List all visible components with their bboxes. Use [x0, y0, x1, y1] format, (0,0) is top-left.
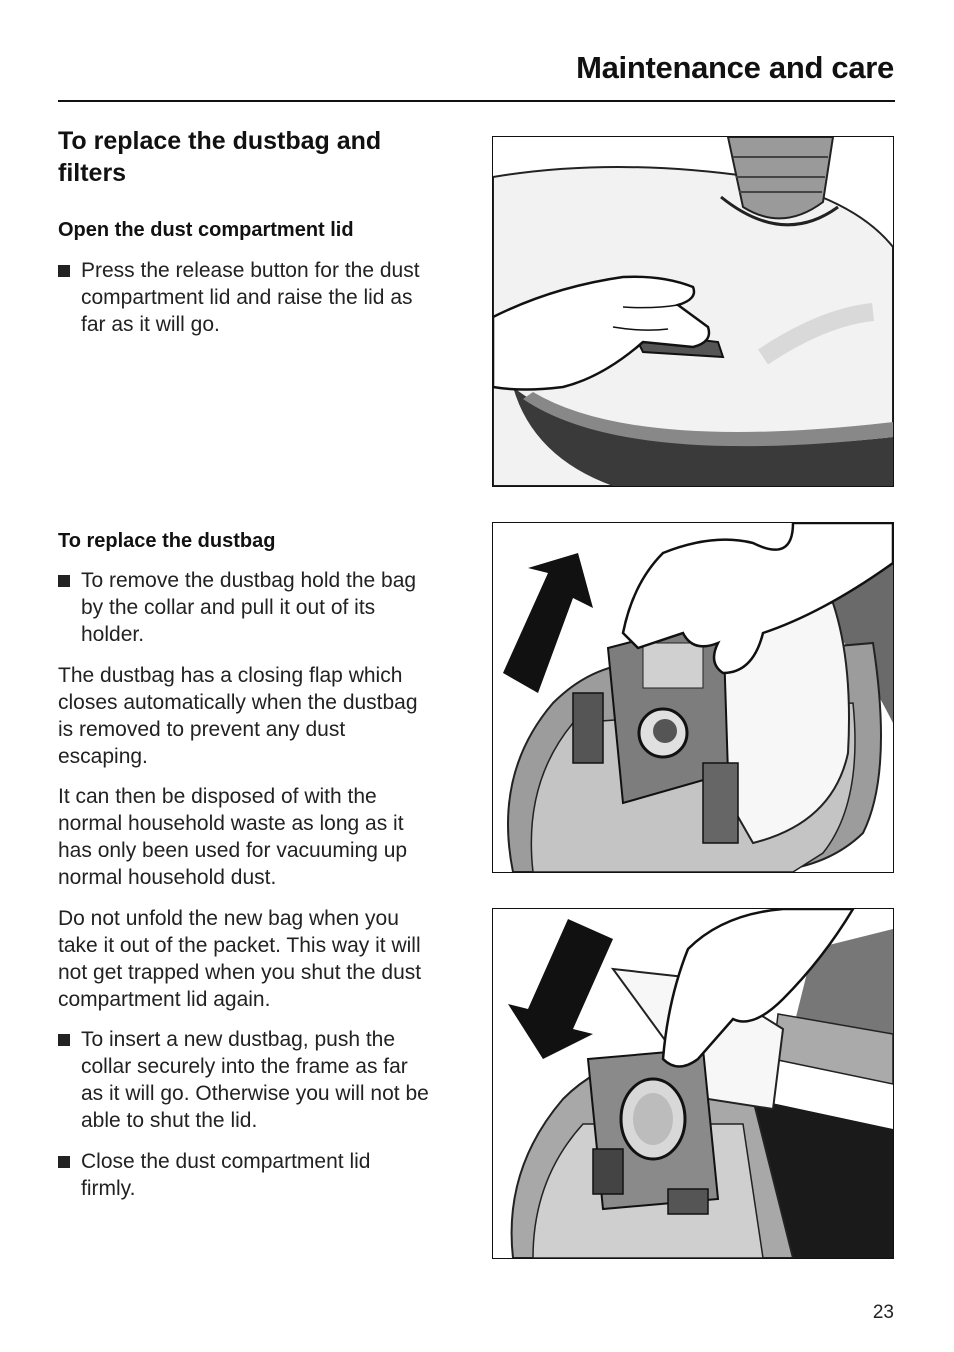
- bullet-square-icon: [58, 575, 70, 587]
- figure-insert-bag: [492, 908, 894, 1259]
- page-header-title: Maintenance and care: [576, 50, 894, 85]
- bullet-square-icon: [58, 1034, 70, 1046]
- bullet-square-icon: [58, 1156, 70, 1168]
- section-title-line-1: To replace the dustbag and: [58, 127, 382, 155]
- text-line: Press the release button for the dust: [81, 259, 420, 282]
- text-line: not get trapped when you shut the dust: [58, 961, 422, 984]
- close-lid-bullet: [58, 1148, 468, 1202]
- text-line: has only been used for vacuuming up: [58, 839, 408, 862]
- text-line: Do not unfold the new bag when you: [58, 907, 399, 930]
- replace-bag-heading: To replace the dustbag: [58, 530, 276, 552]
- text-line: To insert a new dustbag, push the: [81, 1028, 396, 1051]
- replace-bag-heading-block: [58, 528, 468, 554]
- text-line: holder.: [81, 623, 145, 646]
- closing-flap-paragraph: [58, 662, 468, 770]
- header-divider: [58, 100, 895, 102]
- remove-bag-bullet: [58, 567, 468, 648]
- text-line: The dustbag has a closing flap which: [58, 664, 403, 687]
- text-line: collar securely into the frame as far: [81, 1055, 408, 1078]
- text-line: closes automatically when the dustbag: [58, 691, 418, 714]
- do-not-unfold-paragraph: [58, 905, 468, 1013]
- text-line: escaping.: [58, 745, 148, 768]
- open-lid-heading: Open the dust compartment lid: [58, 219, 354, 241]
- text-line: It can then be disposed of with the: [58, 785, 377, 808]
- pull-out-dustbag-illustration: [493, 523, 893, 872]
- text-line: far as it will go.: [81, 313, 220, 336]
- open-lid-bullet: [58, 257, 468, 338]
- insert-dustbag-illustration: [493, 909, 893, 1258]
- text-line: normal household dust.: [58, 866, 277, 889]
- text-line: is removed to prevent any dust: [58, 718, 346, 741]
- hand-raising-lid-illustration: [493, 137, 893, 486]
- disposal-paragraph: [58, 783, 468, 891]
- section-title-line-2: filters: [58, 159, 127, 187]
- figure-remove-bag: [492, 522, 894, 873]
- text-line: able to shut the lid.: [81, 1109, 258, 1132]
- text-line: take it out of the packet. This way it will: [58, 934, 421, 957]
- figure-open-lid: [492, 136, 894, 487]
- text-line: firmly.: [81, 1177, 136, 1200]
- section-title: [58, 125, 468, 189]
- bullet-square-icon: [58, 265, 70, 277]
- text-line: normal household waste as long as it: [58, 812, 404, 835]
- text-line: by the collar and pull it out of its: [81, 596, 376, 619]
- text-line: Close the dust compartment lid: [81, 1150, 371, 1173]
- insert-bag-bullet: [58, 1026, 468, 1134]
- text-line: compartment lid again.: [58, 988, 271, 1011]
- text-line: To remove the dustbag hold the bag: [81, 569, 417, 592]
- page-number: 23: [872, 1302, 894, 1323]
- text-line: compartment lid and raise the lid as: [81, 286, 413, 309]
- text-line: as it will go. Otherwise you will not be: [81, 1082, 429, 1105]
- open-lid-heading-block: [58, 217, 468, 243]
